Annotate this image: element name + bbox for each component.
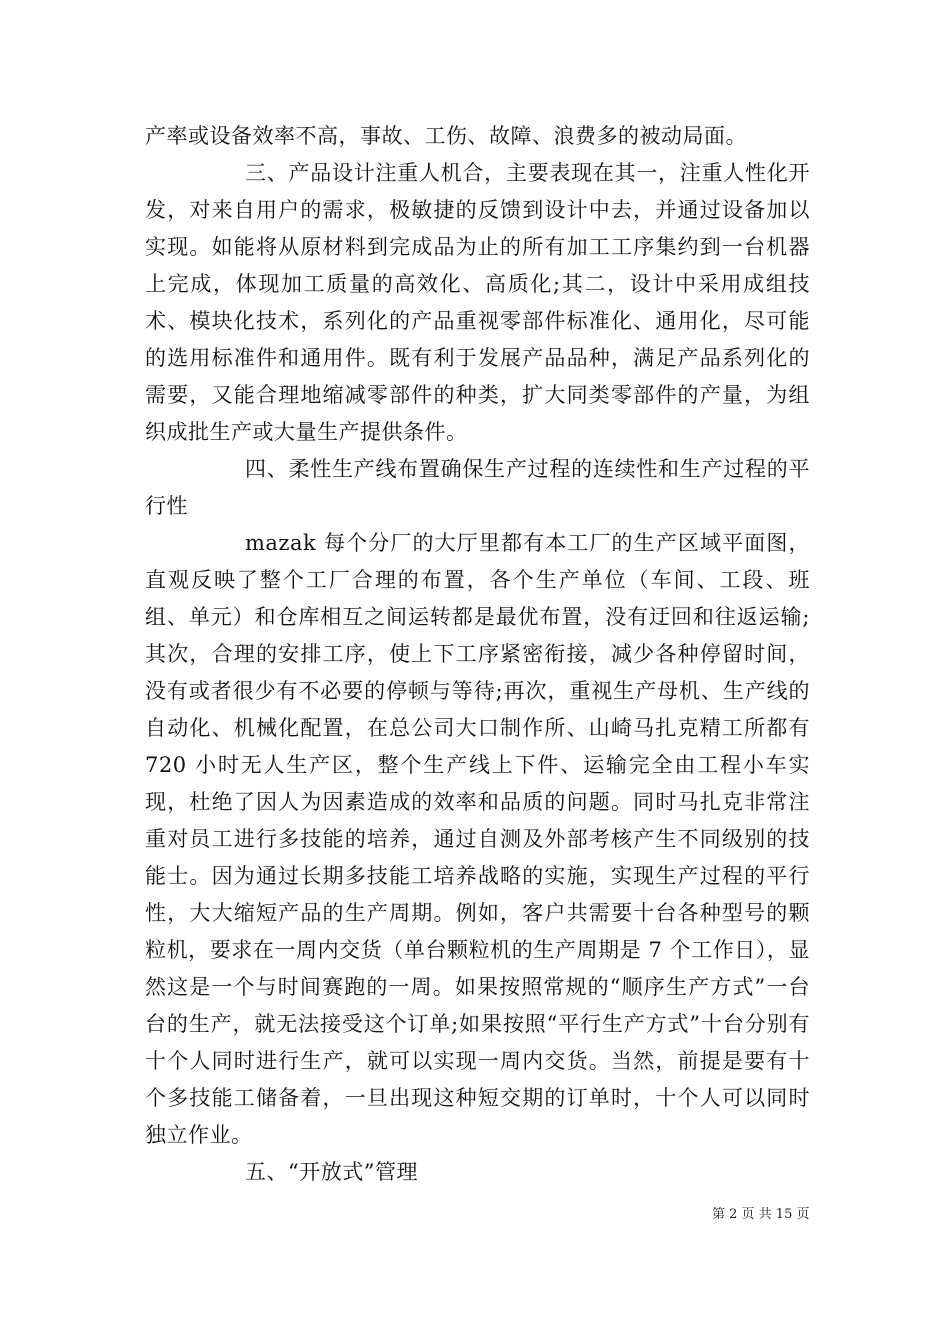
paragraph-flexible-line-heading: 四、柔性生产线布置确保生产过程的连续性和生产过程的平行性 <box>145 457 810 518</box>
document-body <box>145 118 810 1191</box>
paragraph-mazak-layout: mazak 每个分厂的大厅里都有本工厂的生产区域平面图，直观反映了整个工厂合理的布置，各个生产单位（车间、工段、班组、单元）和仓库相互之间运转都是最优布置，没有迂回和往返运输;其次，合理的安排工序，使上下工序紧密衔接，减少各种停留时间，没有或者很少有不必要的停顿与等待;再次，重视生产母机、生产线的自动化、机械化配置，在总公司大口制作所、山崎马扎克精工所都有 720 小时无人生产区，整个生产线上下件、运输完全由工程小车实现，杜绝了因人为因素造成的效率和品质的问题。同时马扎克非常注重对员工进行多技能的培养，通过自测及外部考核产生不同级别的技能士。因为通过长期多技能工培养战略的实施，实现生产过程的平行性，大大缩短产品的生产周期。例如，客户共需要十台各种型号的颗粒机，要求在一周内交货（单台颗粒机的生产周期是 7 个工作日），显然这是一个与时间赛跑的一周。如果按照常规的“顺序生产方式”一台台的生产，就无法接受这个订单;如果按照“平行生产方式”十台分别有十个人同时进行生产，就可以实现一周内交货。当然，前提是要有十个多技能工储备着，一旦出现这种短交期的订单时，十个人可以同时独立作业。 <box>145 531 810 1147</box>
paragraph-product-design: 三、产品设计注重人机合，主要表现在其一，注重人性化开发，对来自用户的需求，极敏捷的反馈到设计中去，并通过设备加以实现。如能将从原材料到完成品为止的所有加工工序集约到一台机器上完成，体现加工质量的高效化、高质化;其二，设计中采用成组技术、模块化技术，系列化的产品重视零部件标准化、通用化，尽可能的选用标准件和通用件。既有利于发展产品品种，满足产品系列化的需要，又能合理地缩减零部件的种类，扩大同类零部件的产量，为组织成批生产或大量生产提供条件。 <box>145 161 810 444</box>
paragraph-open-management-heading: 五、“开放式”管理 <box>245 1160 418 1184</box>
paragraph-continuation: 产率或设备效率不高，事故、工伤、故障、浪费多的被动局面。 <box>145 124 747 148</box>
page-number-footer: 第 2 页 共 15 页 <box>712 1207 810 1222</box>
